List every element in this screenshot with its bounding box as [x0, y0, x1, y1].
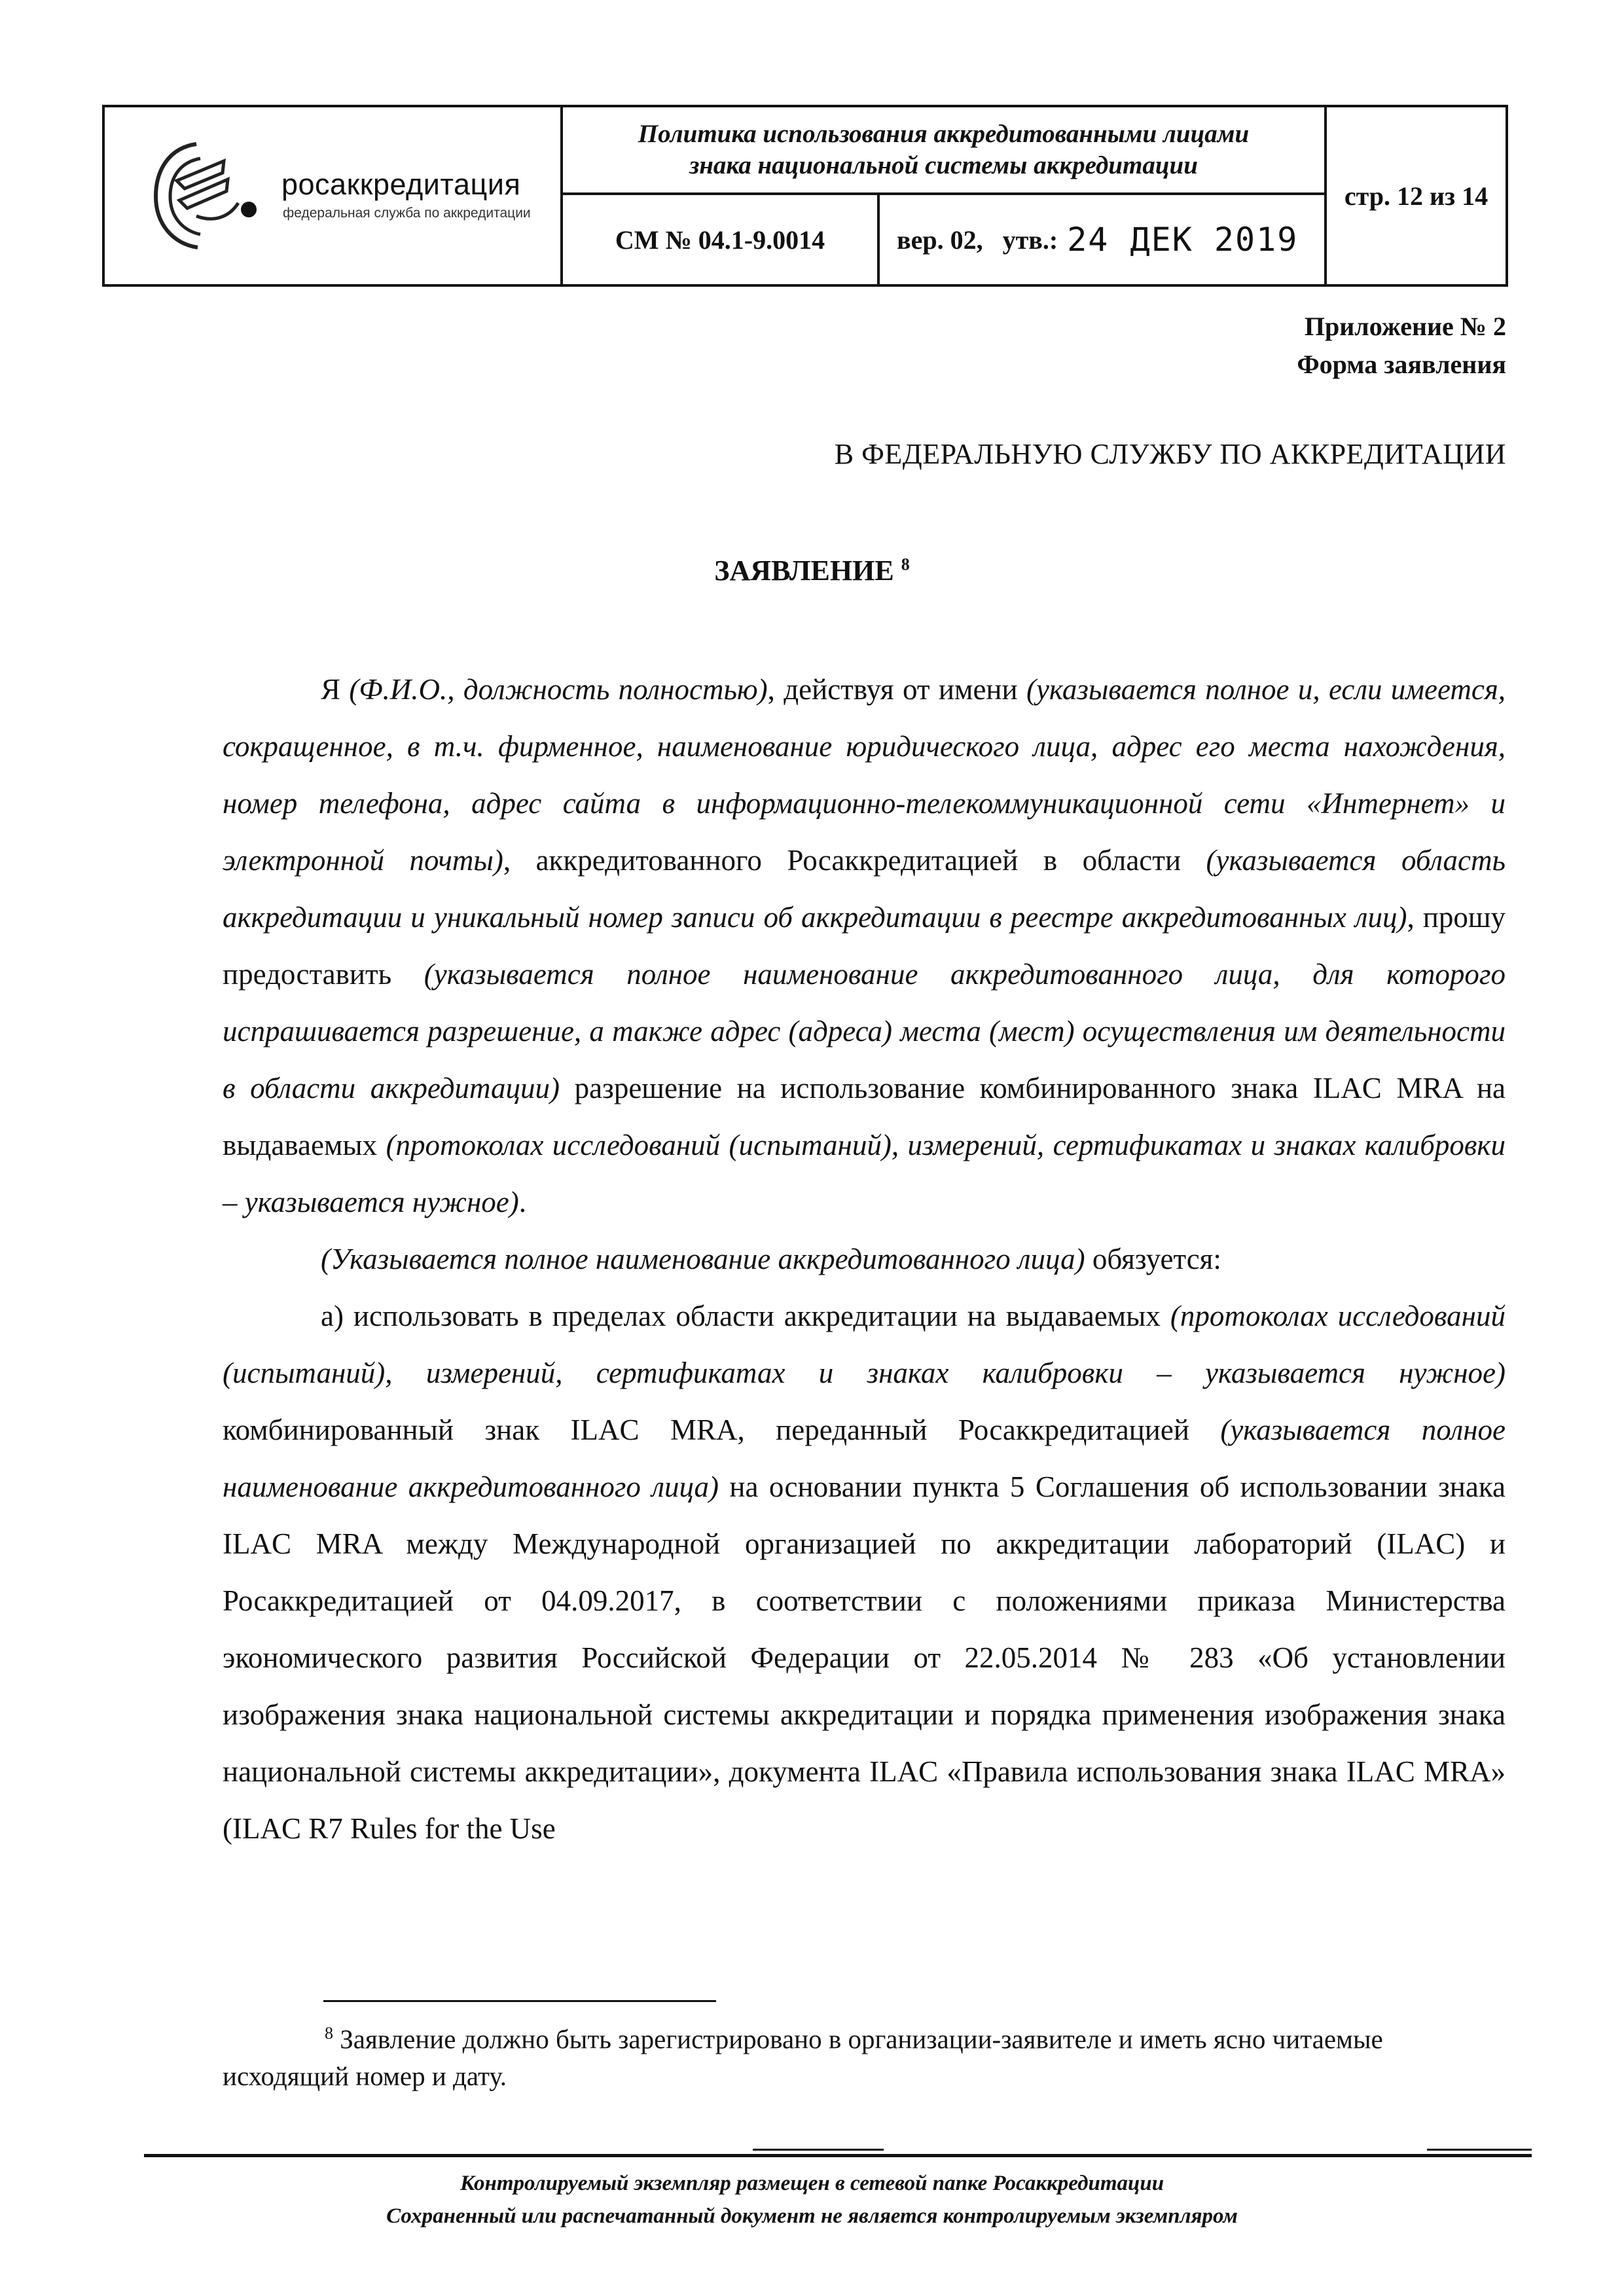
- footer-divider-mark: [753, 2149, 884, 2151]
- application-body: [223, 661, 1506, 1857]
- paragraph-request: Я (Ф.И.О., должность полностью), действуя от имени (указывается полное и, если имеется, сокращенное, в т.ч. фирменное, наименование юридического лица, адрес его места нахождения, номер телефона, адрес сайта в информационно-телекоммуникационной сети «Интернет» и электронной почты), аккредитованного Росаккредитацией в области (указывается область аккредитации и уникальный номер записи об аккредитации в реестре аккредитованных лиц), прошу предоставить (указывается полное наименование аккредитованного лица, для которого испрашивается разрешение, а также адрес (адреса) места (мест) осуществления им деятельности в области аккредитации) разрешение на использование комбинированного знака ILAC MRA на выдаваемых (протоколах исследований (испытаний), измерений, сертификатах и знаках калибровки – указывается нужное).: [223, 673, 1506, 1218]
- footer-line1: Контролируемый экземпляр размещен в сетевой папке Росаккредитации: [460, 2172, 1164, 2195]
- annex-label: [1297, 308, 1506, 384]
- document-title-text: ЗАЯВЛЕНИЕ: [714, 555, 894, 587]
- footer-line2: Сохраненный или распечатанный документ не является контролируемым экземпляром: [386, 2204, 1238, 2228]
- rosaccreditation-emblem-icon: [151, 139, 262, 253]
- footer-divider-mark: [1427, 2149, 1532, 2151]
- paragraph-item-a: а) использовать в пределах области аккредитации на выдаваемых (протоколах исследований (испытаний), измерений, сертификатах и знаках калибровки – указывается нужное) комбинированный знак ILAC MRA, переданный Росаккредитацией (указывается полное наименование аккредитованного лица) на основании пункта 5 Соглашения об использовании знака ILAC MRA между Международной организацией по аккредитации лабораторий (ILAC) и Росаккредитацией от 04.09.2017, в соответствии с положениями приказа Министерства экономического развития Российской Федерации от 22.05.2014 № 283 «Об установлении изображения знака национальной системы аккредитации и порядка применения изображения знака национальной системы аккредитации», документа ILAC «Правила использования знака ILAC MRA» (ILAC R7 Rules for the Use: [223, 1300, 1506, 1845]
- approved-date-stamp: 24 ДЕК 2019: [1067, 221, 1299, 259]
- version-approval: [880, 195, 1324, 284]
- organization-logo: [105, 107, 560, 284]
- addressee: В ФЕДЕРАЛЬНУЮ СЛУЖБУ ПО АККРЕДИТАЦИИ: [834, 438, 1506, 470]
- page-number: стр. 12 из 14: [1344, 181, 1489, 211]
- policy-title-line1: Политика использования аккредитованными лицами: [638, 120, 1250, 148]
- document-title: [0, 554, 1624, 587]
- annex-form-name: Форма заявления: [1297, 350, 1506, 379]
- policy-title-line2: знака национальной системы аккредитации: [689, 151, 1198, 179]
- footnote-text: Заявление должно быть зарегистрировано в организации-заявителе и иметь ясно читаемые исходящий номер и дату.: [223, 2024, 1383, 2091]
- footnote-mark: 8: [325, 2024, 333, 2043]
- document-code: СМ № 04.1-9.0014: [615, 225, 825, 255]
- footnote: [223, 2015, 1506, 2094]
- logo-name: росаккредитация: [281, 168, 521, 201]
- footer-divider: [144, 2154, 1532, 2157]
- footnote-divider: [323, 2000, 716, 2002]
- annex-number: Приложение № 2: [1304, 312, 1506, 341]
- page-footer: [0, 2167, 1624, 2232]
- policy-title: [563, 107, 1324, 192]
- logo-subtitle: федеральная служба по аккредитации: [283, 206, 531, 221]
- footnote-reference: 8: [901, 555, 910, 574]
- document-header-table: [102, 105, 1508, 287]
- paragraph-obligation: (Указывается полное наименование аккредитованного лица) обязуется:: [321, 1243, 1221, 1275]
- version-label: вер. 02,: [897, 225, 983, 255]
- approved-label: утв.:: [1002, 225, 1058, 255]
